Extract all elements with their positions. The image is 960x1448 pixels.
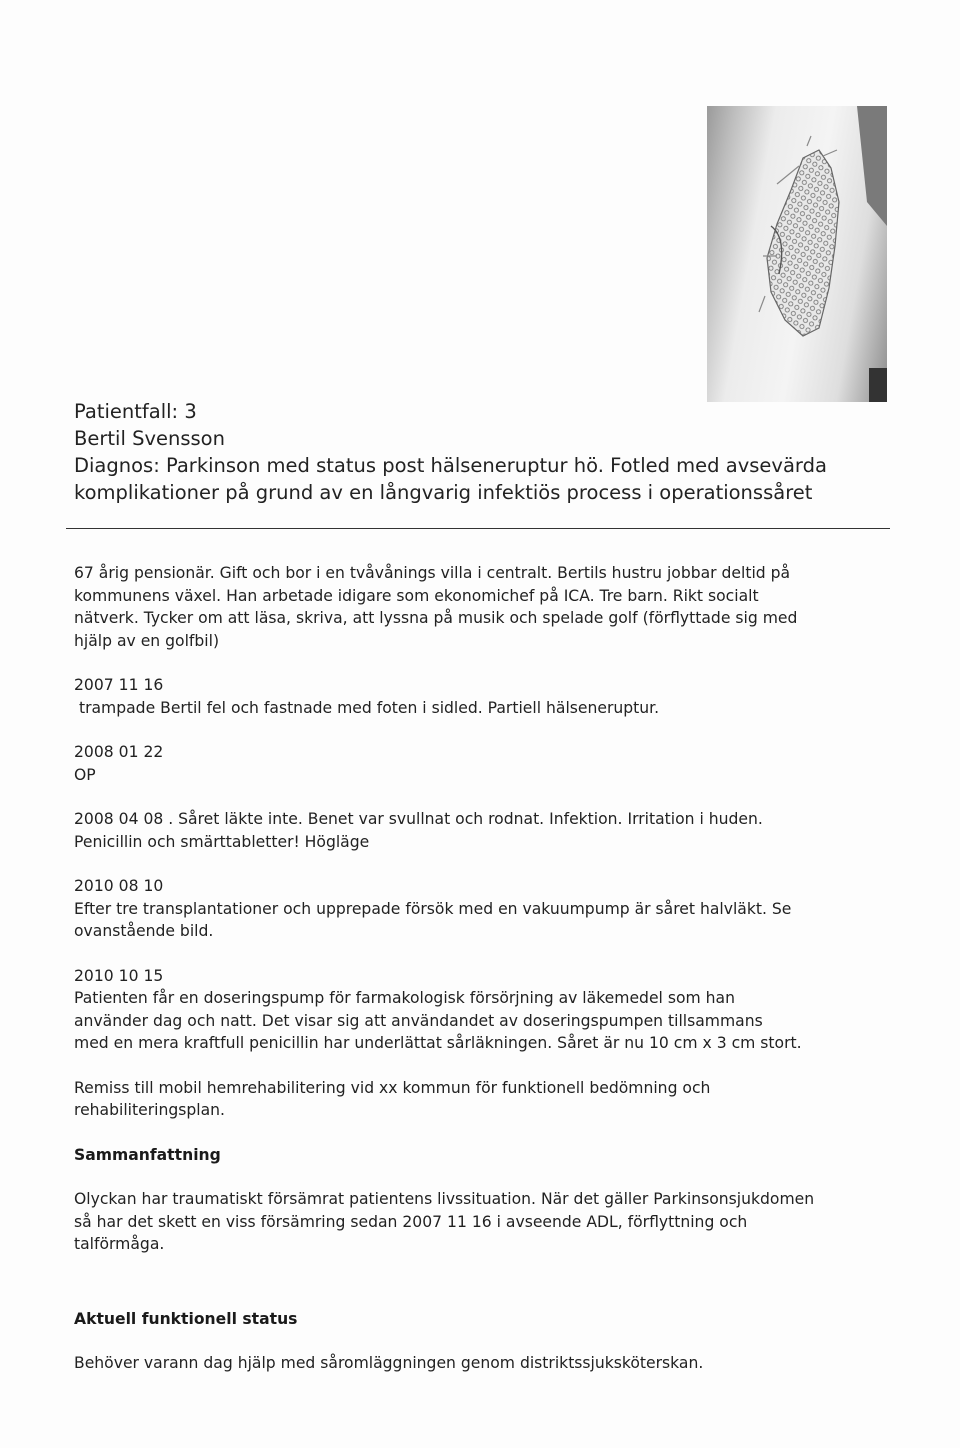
summary-line: Olyckan har traumatiskt försämrat patientens livssituation. När det gäller Parkinsonsjukdomen — [74, 1190, 815, 1208]
wound-illustration — [707, 106, 887, 402]
status-paragraph — [74, 1352, 904, 1375]
entry-2008-01-22 — [74, 741, 904, 786]
entry-2010-10-15 — [74, 965, 904, 1055]
entry-date: 2008 01 22 — [74, 743, 164, 761]
intro-line: nätverk. Tycker om att läsa, skriva, att lyssna på musik och spelade golf (förflyttade sig med — [74, 609, 798, 627]
entry-text: ovanstående bild. — [74, 922, 214, 940]
entry-text: OP — [74, 765, 96, 784]
entry-text: Patienten får en doseringspump för farmakologisk försörjning av läkemedel som han — [74, 989, 735, 1007]
intro-line: hjälp av en golfbil) — [74, 631, 220, 650]
status-heading: Aktuell funktionell status — [74, 1309, 298, 1328]
diagnosis-line-1: Diagnos: Parkinson med status post hälseneruptur hö. Fotled med avsevärda — [74, 454, 827, 477]
entry-2007-11-16 — [74, 674, 904, 719]
case-body — [74, 562, 904, 1375]
entry-text: Penicillin och smärttabletter! Högläge — [74, 832, 370, 851]
entry-text: trampade Bertil fel och fastnade med foten i sidled. Partiell hälseneruptur. — [74, 698, 660, 717]
summary-line: talförmåga. — [74, 1235, 165, 1253]
entry-2008-04-08 — [74, 808, 904, 853]
entry-text: använder dag och natt. Det visar sig att användandet av doseringspumpen tillsammans — [74, 1011, 763, 1030]
summary-paragraph — [74, 1188, 904, 1256]
referral-line: Remiss till mobil hemrehabilitering vid xx kommun för funktionell bedömning och — [74, 1078, 711, 1097]
entry-date: 2007 11 16 — [74, 676, 164, 694]
diagnosis-line-2: komplikationer på grund av en långvarig infektiös process i operationssåret — [74, 481, 813, 504]
case-header — [74, 398, 894, 506]
intro-paragraph — [74, 562, 904, 652]
summary-line: så har det skett en viss försämring sedan 2007 11 16 i avseende ADL, förflyttning och — [74, 1212, 748, 1231]
header-divider — [66, 528, 890, 529]
intro-line: kommunens växel. Han arbetade idigare som ekonomichef på ICA. Tre barn. Rikt socialt — [74, 586, 759, 605]
wound-photo — [707, 106, 887, 402]
case-label: Patientfall: 3 — [74, 400, 197, 423]
entry-2010-08-10 — [74, 875, 904, 943]
entry-date: 2010 08 10 — [74, 877, 164, 895]
patient-name: Bertil Svensson — [74, 427, 225, 450]
entry-date: 2010 10 15 — [74, 966, 164, 985]
referral-paragraph — [74, 1077, 904, 1122]
intro-line: 67 årig pensionär. Gift och bor i en tvåvånings villa i centralt. Bertils hustru jobbar deltid på — [74, 564, 791, 582]
status-line: Behöver varann dag hjälp med såromläggningen genom distriktssjuksköterskan. — [74, 1354, 704, 1372]
summary-heading: Sammanfattning — [74, 1145, 221, 1164]
referral-line: rehabiliteringsplan. — [74, 1101, 225, 1119]
entry-text: 2008 04 08 . Såret läkte inte. Benet var svullnat och rodnat. Infektion. Irritation i huden. — [74, 810, 763, 828]
entry-text: Efter tre transplantationer och upprepade försök med en vakuumpump är såret halvläkt. Se — [74, 899, 792, 918]
entry-text: med en mera kraftfull penicillin har underlättat sårläkningen. Såret är nu 10 cm x 3 cm stort. — [74, 1034, 802, 1052]
